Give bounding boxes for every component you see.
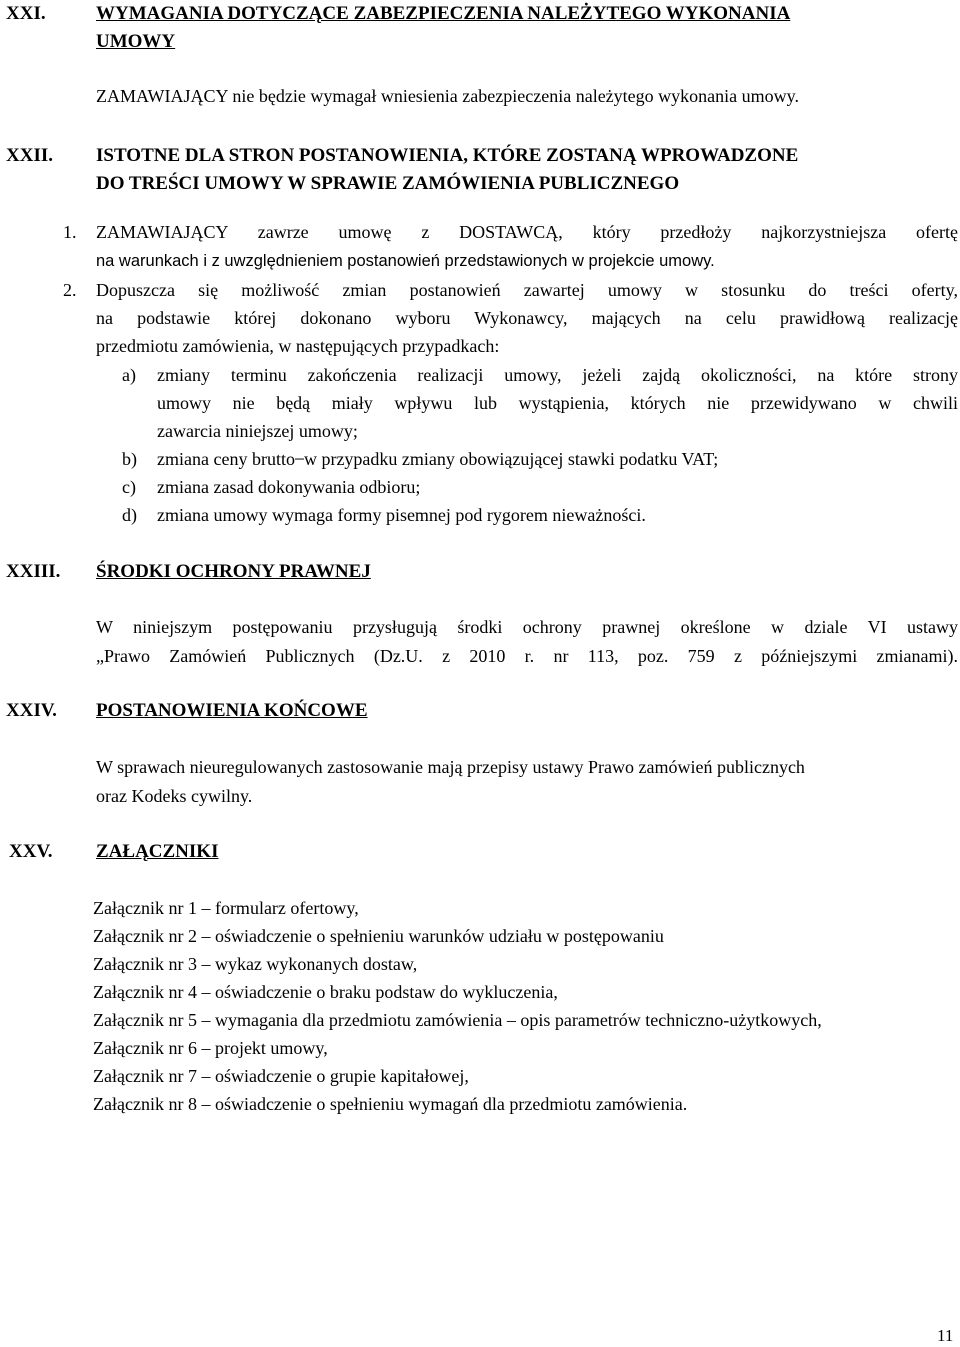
sublist-a-line1: zmiany terminu zakończenia realizacji umowy, jeżeli zajdą okoliczności, na które strony [157, 365, 958, 385]
section-body-xxiv-line1: W sprawach nieuregulowanych zastosowanie mają przepisy ustawy Prawo zamówień publicznych [96, 757, 805, 777]
sublist-label-c: c) [122, 477, 136, 497]
section-title-xxi-line1: WYMAGANIA DOTYCZĄCE ZABEZPIECZENIA NALEŻYTEGO WYKONANIA [96, 3, 791, 24]
attachment-item: Załącznik nr 5 – wymagania dla przedmiotu zamówienia – opis parametrów techniczno-użytkowych, [93, 1010, 822, 1030]
attachment-item: Załącznik nr 2 – oświadczenie o spełnieniu warunków udziału w postępowaniu [93, 926, 664, 946]
section-number-xxiv: XXIV. [6, 700, 57, 721]
page-number: 11 [937, 1326, 954, 1345]
sublist-a-line2: umowy nie będą miały wpływu lub wystąpienia, których nie przewidywano w chwili [157, 393, 958, 413]
sublist-d-text: zmiana umowy wymaga formy pisemnej pod rygorem nieważności. [157, 505, 646, 525]
list-item-number-1: 1. [63, 222, 77, 242]
list-item-number-2: 2. [63, 280, 77, 300]
attachment-item: Załącznik nr 7 – oświadczenie o grupie kapitałowej, [93, 1066, 469, 1086]
section-title-xxii-line2: DO TREŚCI UMOWY W SPRAWIE ZAMÓWIENIA PUBLICZNEGO [96, 173, 680, 194]
attachment-item: Załącznik nr 6 – projekt umowy, [93, 1038, 328, 1058]
section-body-xxiv-line2: oraz Kodeks cywilny. [96, 786, 253, 806]
sublist-label-a: a) [122, 365, 136, 385]
section-number-xxiii: XXIII. [6, 561, 61, 582]
section-title-xxiii: ŚRODKI OCHRONY PRAWNEJ [96, 561, 371, 582]
attachment-item: Załącznik nr 4 – oświadczenie o braku podstaw do wykluczenia, [93, 982, 558, 1002]
attachment-item: Załącznik nr 1 – formularz ofertowy, [93, 898, 359, 918]
attachment-item: Załącznik nr 3 – wykaz wykonanych dostaw, [93, 954, 418, 974]
list-item-2-line2: na podstawie której dokonano wyboru Wykonawcy, mających na celu prawidłową realizację [96, 308, 958, 328]
section-number-xxi: XXI. [6, 3, 46, 24]
list-item-2-line1: Dopuszcza się możliwość zmian postanowień zawartej umowy w stosunku do treści oferty, [96, 280, 958, 300]
sublist-b-text: zmiana ceny brutto ̶ w przypadku zmiany obowiązującej stawki podatku VAT; [157, 449, 719, 469]
section-body-xxiii-line2: „Prawo Zamówień Publicznych (Dz.U. z 2010 r. nr 113, poz. 759 z późniejszymi zmianami). [96, 646, 958, 666]
section-body-xxiii-line1: W niniejszym postępowaniu przysługują środki ochrony prawnej określone w dziale VI ustawy [96, 617, 958, 637]
attachment-item: Załącznik nr 8 – oświadczenie o spełnieniu wymagań dla przedmiotu zamówienia. [93, 1094, 688, 1114]
section-body-xxi: ZAMAWIAJĄCY nie będzie wymagał wniesienia zabezpieczenia należytego wykonania umowy. [96, 86, 799, 106]
list-item-2-line3: przedmiotu zamówienia, w następujących przypadkach: [96, 336, 500, 356]
sublist-label-b: b) [122, 449, 137, 469]
section-title-xxi-line2: UMOWY [96, 31, 176, 52]
list-item-1-line1: ZAMAWIAJĄCY zawrze umowę z DOSTAWCĄ, który przedłoży najkorzystniejsza ofertę [96, 222, 958, 242]
section-title-xxv: ZAŁĄCZNIKI [96, 841, 219, 862]
sublist-a-line3: zawarcia niniejszej umowy; [157, 421, 358, 441]
section-title-xxiv: POSTANOWIENIA KOŃCOWE [96, 700, 368, 721]
list-item-1-line2: na warunkach i z uwzględnieniem postanowień przedstawionych w projekcie umowy. [96, 252, 715, 270]
section-number-xxv: XXV. [9, 841, 53, 862]
section-number-xxii: XXII. [6, 145, 53, 166]
section-title-xxii-line1: ISTOTNE DLA STRON POSTANOWIENIA, KTÓRE ZOSTANĄ WPROWADZONE [96, 145, 799, 166]
sublist-label-d: d) [122, 505, 137, 525]
sublist-c-text: zmiana zasad dokonywania odbioru; [157, 477, 421, 497]
